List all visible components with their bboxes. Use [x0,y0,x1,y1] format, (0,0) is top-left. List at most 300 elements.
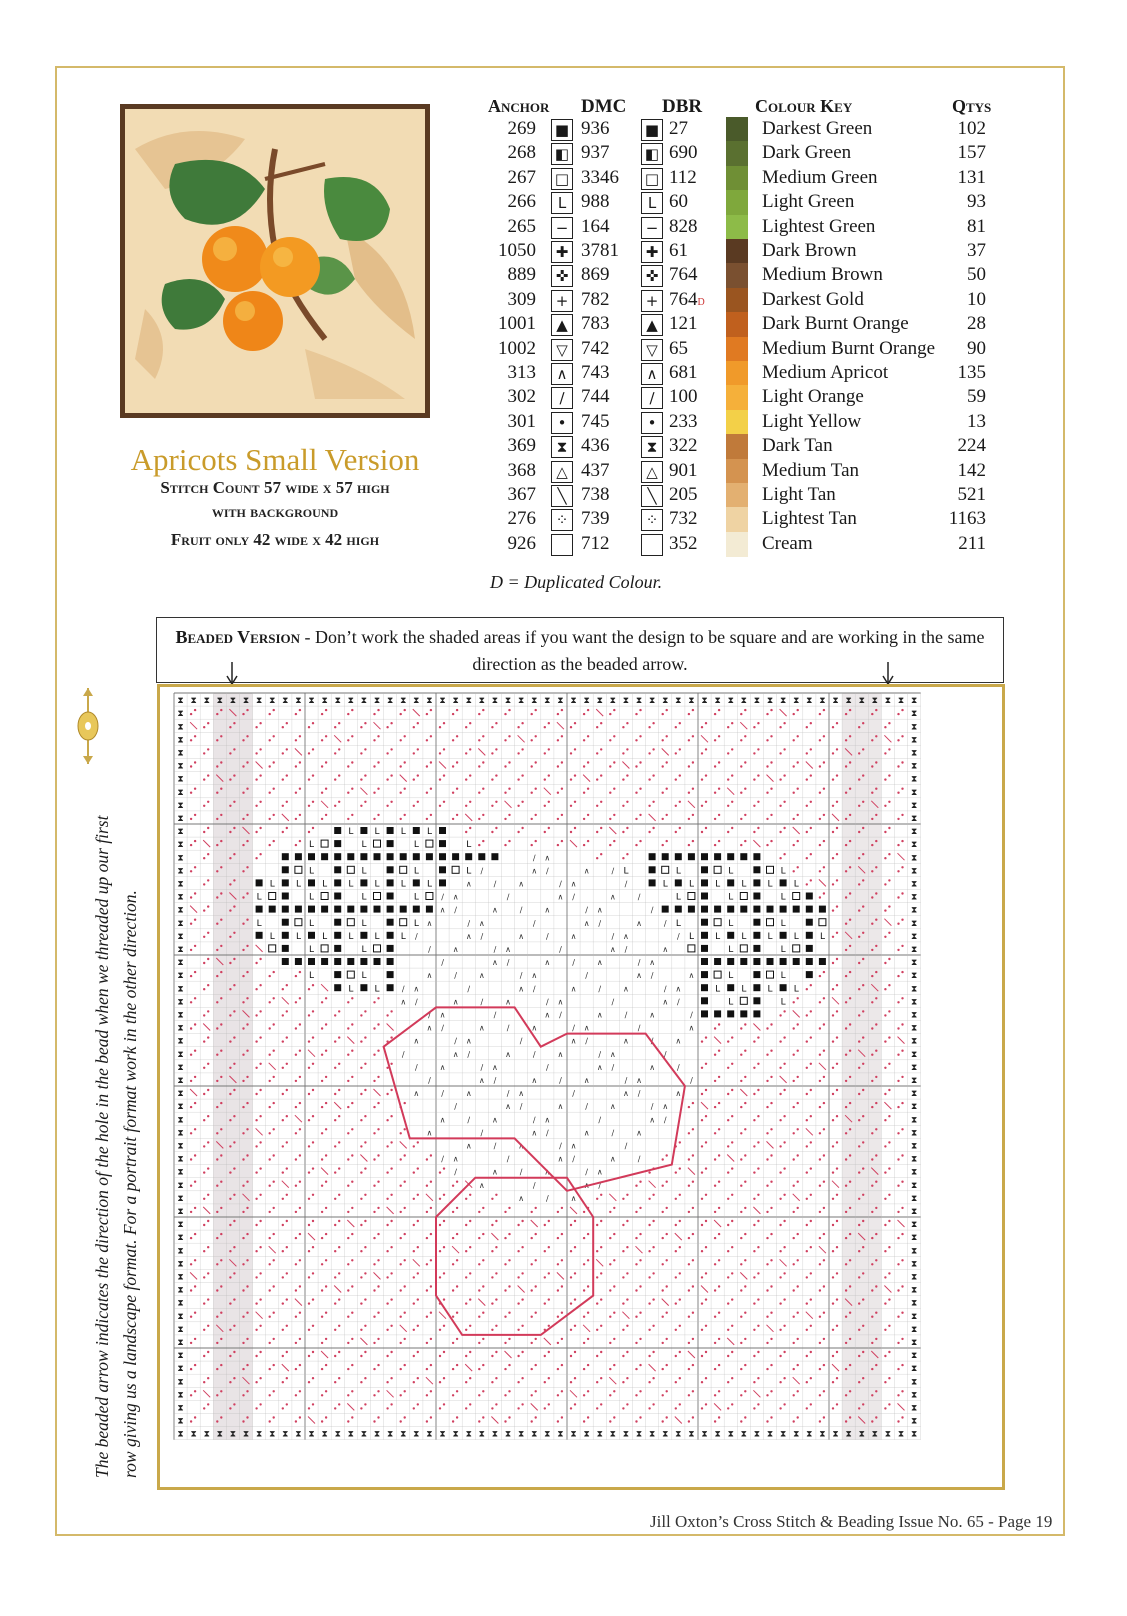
svg-text:∧: ∧ [662,997,669,1007]
key-row [480,289,1000,313]
svg-text:L: L [269,931,275,942]
svg-text:⧗: ⧗ [544,696,551,707]
svg-text:∕: ∕ [519,1102,523,1112]
svg-text:∕: ∕ [493,1141,497,1151]
stitch-symbol: • [641,412,663,434]
svg-text:⧗: ⧗ [635,1429,643,1440]
svg-text:L: L [675,866,681,877]
svg-text:⧗: ⧗ [648,696,656,707]
svg-text:⧗: ⧗ [910,774,918,785]
svg-text:∕: ∕ [637,892,641,902]
svg-text:⧗: ⧗ [910,1311,918,1322]
colour-swatch [726,239,748,264]
svg-text:∕: ∕ [506,1023,510,1033]
svg-text:⧗: ⧗ [177,1324,184,1335]
key-row [480,508,1000,532]
svg-text:∧: ∧ [452,892,459,902]
stitch-symbol: ⧗ [551,436,573,458]
key-row [480,533,1000,557]
svg-text:⧗: ⧗ [452,696,459,707]
anchor-number: 265 [507,215,536,237]
svg-text:∕: ∕ [624,879,628,889]
svg-text:⧗: ⧗ [884,696,892,707]
dbr-number [669,508,698,530]
svg-text:∧: ∧ [675,984,682,994]
svg-text:⧗: ⧗ [635,696,643,707]
svg-text:⧗: ⧗ [531,1429,538,1440]
svg-text:L: L [767,931,773,942]
stitch-symbol: ▲ [551,314,573,336]
svg-text:∕: ∕ [506,1154,510,1164]
svg-text:⧗: ⧗ [570,696,577,707]
header-colour: Colour Key [755,96,853,116]
anchor-number: 889 [507,264,536,286]
colour-name: Medium Brown [762,264,883,286]
svg-text:⧗: ⧗ [295,696,302,707]
anchor-number: 313 [507,362,536,383]
svg-text:L: L [309,840,315,851]
colour-name: Medium Burnt Orange [762,337,936,359]
bead-arrow-icon [75,686,101,766]
anchor-number: 367 [507,484,536,505]
svg-text:⧗: ⧗ [255,696,263,707]
svg-text:∕: ∕ [493,945,497,954]
svg-text:⧗: ⧗ [910,1272,918,1283]
svg-text:L: L [374,984,380,995]
svg-text:∧: ∧ [609,1049,616,1059]
svg-text:⧗: ⧗ [910,1115,918,1126]
quantity: 81 [967,215,986,237]
svg-text:⧗: ⧗ [452,1429,459,1440]
svg-text:⧗: ⧗ [177,1285,184,1296]
svg-text:L: L [309,918,315,929]
svg-text:∕: ∕ [545,1128,549,1138]
dmc-number: 437 [581,459,610,481]
svg-text:L: L [400,931,406,942]
svg-text:∕: ∕ [401,1049,405,1059]
svg-text:∕: ∕ [467,918,471,928]
svg-text:⧗: ⧗ [308,1429,315,1440]
svg-text:∕: ∕ [545,1062,549,1072]
svg-text:⧗: ⧗ [910,918,918,929]
svg-text:∕: ∕ [598,918,602,928]
key-row [480,216,1000,240]
svg-text:⧗: ⧗ [269,696,276,707]
dmc-number: 745 [581,410,610,432]
svg-text:L: L [426,827,432,838]
svg-text:∕: ∕ [493,879,497,889]
svg-text:∕: ∕ [441,1089,444,1099]
colour-name: Darkest Green [762,118,873,139]
svg-text:∧: ∧ [505,997,511,1007]
svg-text:⧗: ⧗ [753,696,761,707]
dbr-value: 352 [669,532,698,554]
svg-text:∧: ∧ [583,1023,590,1033]
svg-text:L: L [348,827,354,838]
svg-text:⧗: ⧗ [347,696,355,707]
svg-text:⧗: ⧗ [321,1429,328,1440]
svg-text:⧗: ⧗ [910,761,918,772]
stitch-symbol [551,534,573,556]
stitch-symbol: ▲ [641,314,663,336]
svg-text:⧗: ⧗ [910,1233,918,1244]
design-title: Apricots Small Version [130,442,420,477]
svg-text:⧗: ⧗ [662,696,669,707]
svg-text:L: L [322,931,328,942]
svg-text:∧: ∧ [596,1167,603,1177]
quantity: 211 [958,532,986,554]
svg-text:∕: ∕ [493,1076,497,1085]
svg-text:∧: ∧ [596,905,603,915]
svg-text:⧗: ⧗ [622,696,630,707]
svg-text:∧: ∧ [413,984,420,994]
svg-text:⧗: ⧗ [897,1429,905,1440]
dbr-value: 681 [669,362,698,383]
svg-text:L: L [715,984,721,995]
dbr-value: 65 [669,337,688,359]
beaded-text: - Don’t work the shaded areas if you want the design to be square and are working in the same direction as the beaded arrow. [300,627,985,674]
stitch-symbol: □ [641,168,663,190]
svg-text:∕: ∕ [624,1010,628,1020]
quantity: 521 [957,484,986,505]
svg-text:L: L [295,931,301,942]
colour-swatch [726,507,748,532]
svg-text:⧗: ⧗ [517,1429,525,1440]
svg-text:L: L [361,866,367,877]
svg-text:∧: ∧ [518,879,525,889]
stitch-symbol: ∧ [641,363,663,385]
svg-text:⧗: ⧗ [255,1429,263,1440]
svg-text:⧗: ⧗ [242,696,250,707]
svg-text:⧗: ⧗ [504,1429,512,1440]
svg-text:∕: ∕ [585,1036,589,1046]
key-row [480,240,1000,264]
svg-text:L: L [793,931,799,942]
anchor-number: 1050 [498,240,536,261]
dbr-value: 100 [669,386,698,408]
svg-text:L: L [361,945,367,955]
svg-text:L: L [819,931,825,942]
svg-text:∧: ∧ [570,1036,577,1046]
svg-text:⧗: ⧗ [910,892,918,903]
svg-text:∧: ∧ [400,997,407,1007]
anchor-number: 1002 [498,337,536,359]
svg-text:∧: ∧ [505,1049,511,1059]
svg-text:∧: ∧ [570,984,577,994]
svg-text:∕: ∕ [414,1062,418,1072]
svg-text:⧗: ⧗ [910,1102,918,1113]
svg-text:L: L [780,945,786,955]
dbr-number [669,460,698,482]
svg-text:⧗: ⧗ [177,931,184,942]
svg-text:⧗: ⧗ [845,1429,852,1440]
svg-text:∧: ∧ [492,905,498,915]
colour-swatch [726,215,748,240]
svg-text:⧗: ⧗ [910,1180,918,1191]
svg-text:∧: ∧ [465,1036,472,1046]
svg-text:⧗: ⧗ [910,997,918,1008]
svg-text:⧗: ⧗ [819,696,826,707]
svg-text:⧗: ⧗ [910,1193,918,1204]
svg-text:L: L [400,827,406,838]
dbr-number [669,411,698,433]
svg-text:⧗: ⧗ [910,1036,918,1047]
svg-text:⧗: ⧗ [177,840,184,851]
dbr-number [669,289,705,311]
svg-text:⧗: ⧗ [544,1429,551,1440]
svg-text:∧: ∧ [531,1076,538,1085]
stitch-symbol: ▽ [641,339,663,361]
svg-text:⧗: ⧗ [504,696,512,707]
stitch-symbol: ✜ [551,265,573,287]
svg-text:∧: ∧ [557,892,564,902]
stitch-symbol: • [551,412,573,434]
colour-swatch [726,483,748,508]
key-row [480,118,1000,142]
svg-text:⧗: ⧗ [190,1429,197,1440]
svg-text:⧗: ⧗ [806,1429,813,1440]
svg-text:⧗: ⧗ [910,1220,918,1231]
svg-text:∕: ∕ [585,1167,589,1177]
svg-text:⧗: ⧗ [439,696,446,707]
colour-swatch [726,117,748,142]
svg-text:∕: ∕ [506,1089,510,1099]
stitch-symbol: ⁘ [641,509,663,531]
svg-text:⧗: ⧗ [177,1416,184,1427]
svg-text:⧗: ⧗ [177,984,184,995]
svg-text:∕: ∕ [428,1076,431,1085]
chart-grid [160,687,1002,1487]
svg-text:⧗: ⧗ [177,1062,184,1073]
svg-text:⧗: ⧗ [177,1089,184,1100]
dbr-value: 732 [669,508,698,530]
svg-text:L: L [348,931,354,942]
svg-text:∧: ∧ [544,1010,551,1020]
svg-text:∕: ∕ [611,997,615,1007]
quantity: 102 [957,118,986,139]
svg-text:⧗: ⧗ [177,774,184,785]
colour-name: Light Green [762,191,855,213]
dmc-number: 738 [581,484,610,505]
svg-text:⧗: ⧗ [177,761,184,772]
svg-text:⧗: ⧗ [727,1429,734,1440]
dbr-value: 27 [669,118,688,139]
dbr-number [669,142,698,164]
svg-text:∧: ∧ [452,945,459,954]
svg-text:⧗: ⧗ [177,1193,184,1204]
svg-text:⧗: ⧗ [910,1429,918,1440]
svg-text:∧: ∧ [492,958,498,968]
svg-text:⧗: ⧗ [177,787,184,798]
key-row [480,435,1000,459]
colour-swatch [726,288,748,313]
svg-text:L: L [466,840,472,851]
svg-text:L: L [741,879,747,890]
dbr-value: 764 [669,288,698,310]
svg-text:∧: ∧ [662,945,669,954]
svg-text:∧: ∧ [413,1089,420,1099]
svg-text:∕: ∕ [532,1115,536,1125]
svg-text:L: L [413,866,419,877]
svg-text:∧: ∧ [557,1102,564,1112]
svg-text:⧗: ⧗ [910,1089,918,1100]
quantity: 59 [967,386,986,408]
svg-text:⧗: ⧗ [216,696,224,707]
svg-text:⧗: ⧗ [910,827,918,838]
stitch-symbol: − [551,217,573,239]
key-row [480,484,1000,508]
svg-text:⧗: ⧗ [426,1429,433,1440]
quantity: 135 [957,362,986,383]
svg-text:L: L [361,892,367,903]
svg-text:∧: ∧ [557,1049,564,1059]
svg-text:⧗: ⧗ [491,696,499,707]
svg-text:∕: ∕ [480,931,484,941]
svg-text:⧗: ⧗ [177,1128,184,1139]
dbr-number [669,167,697,189]
svg-text:∕: ∕ [572,1154,575,1164]
svg-text:∧: ∧ [439,1010,446,1020]
dmc-number: 3781 [581,240,619,261]
svg-text:⧗: ⧗ [766,696,774,707]
svg-text:∕: ∕ [637,1089,641,1099]
quantity: 50 [967,264,986,286]
svg-text:∧: ∧ [583,866,590,876]
svg-text:∧: ∧ [518,984,525,994]
duplicate-note: D = Duplicated Colour. [490,572,663,592]
svg-text:∕: ∕ [454,1102,458,1112]
svg-text:∧: ∧ [544,905,551,915]
svg-text:⧗: ⧗ [177,1036,184,1047]
stitch-symbol: ⁘ [551,509,573,531]
svg-text:∧: ∧ [675,1089,682,1099]
dmc-number: 712 [581,532,610,554]
apricot-illustration [125,109,425,413]
svg-text:⧗: ⧗ [740,1429,748,1440]
svg-text:∕: ∕ [559,879,562,889]
svg-text:∧: ∧ [478,1076,485,1085]
svg-text:∧: ∧ [413,1036,420,1046]
header-dbr: DBR [662,96,703,117]
svg-text:∕: ∕ [441,958,444,968]
svg-text:∧: ∧ [544,958,551,968]
svg-text:L: L [361,918,367,929]
stitch-symbol: ∕ [551,387,573,409]
svg-text:∧: ∧ [623,931,629,941]
svg-text:L: L [413,840,419,851]
svg-text:L: L [348,984,354,995]
svg-text:⧗: ⧗ [177,1311,184,1322]
svg-text:⧗: ⧗ [177,1377,184,1388]
page-footer: Jill Oxton’s Cross Stitch & Beading Issue No. 65 - Page 19 [650,1512,1053,1531]
dmc-number: 783 [581,313,610,335]
svg-text:⧗: ⧗ [897,696,905,707]
svg-text:⧗: ⧗ [675,1429,682,1440]
svg-text:L: L [256,892,262,903]
svg-text:∧: ∧ [452,997,459,1007]
stitch-symbol: ╲ [551,485,573,507]
svg-text:⧗: ⧗ [413,696,420,707]
svg-text:∕: ∕ [585,971,589,981]
svg-text:⧗: ⧗ [177,1351,184,1362]
svg-text:⧗: ⧗ [439,1429,446,1440]
quantity: 142 [957,459,986,481]
colour-swatch [726,263,748,288]
svg-text:∕: ∕ [532,984,536,994]
svg-text:∧: ∧ [623,1036,629,1046]
svg-text:⧗: ⧗ [216,1429,224,1440]
svg-text:⧗: ⧗ [203,696,210,707]
colour-swatch [726,532,748,557]
svg-text:∧: ∧ [518,931,525,941]
svg-text:L: L [374,827,380,838]
svg-text:⧗: ⧗ [177,866,184,877]
svg-text:⧗: ⧗ [177,1403,184,1414]
svg-text:∧: ∧ [557,1154,564,1164]
svg-text:⧗: ⧗ [910,722,918,733]
svg-text:∧: ∧ [609,892,616,902]
svg-text:L: L [715,879,721,890]
svg-text:⧗: ⧗ [177,958,184,969]
anchor-number: 1001 [498,313,536,335]
svg-text:⧗: ⧗ [910,1416,918,1427]
svg-text:∕: ∕ [624,1141,628,1151]
svg-text:L: L [688,931,694,942]
svg-text:⧗: ⧗ [910,1298,918,1309]
colour-name: Lightest Green [762,215,876,237]
svg-text:L: L [322,879,328,890]
svg-text:⧗: ⧗ [177,1364,184,1375]
svg-text:∕: ∕ [441,892,444,902]
svg-text:∧: ∧ [688,1023,695,1033]
svg-text:⧗: ⧗ [648,1429,656,1440]
colour-swatch [726,459,748,484]
svg-text:L: L [767,879,773,890]
svg-text:∧: ∧ [426,918,433,928]
svg-text:⧗: ⧗ [360,1429,368,1440]
background-note: with background [211,502,339,521]
svg-text:∧: ∧ [596,1062,603,1072]
svg-text:∧: ∧ [544,1115,551,1125]
dbr-number [669,484,698,506]
svg-text:⧗: ⧗ [753,1429,761,1440]
svg-text:∧: ∧ [426,1128,433,1138]
anchor-number: 266 [507,191,536,213]
svg-text:∧: ∧ [518,1141,525,1151]
anchor-number: 309 [507,288,536,310]
svg-text:⧗: ⧗ [413,1429,420,1440]
svg-text:⧗: ⧗ [910,1351,918,1362]
svg-text:⧗: ⧗ [177,879,184,890]
svg-text:⧗: ⧗ [177,1076,184,1086]
dmc-number: 936 [581,118,610,139]
svg-text:∧: ∧ [439,1115,446,1125]
dbr-number [669,118,688,140]
stitch-symbol: ◧ [551,143,573,165]
colour-swatch [726,361,748,386]
stitch-symbol: ◧ [641,143,663,165]
svg-text:∧: ∧ [492,1062,498,1072]
svg-text:∕: ∕ [467,1115,471,1125]
svg-text:⧗: ⧗ [177,997,184,1008]
svg-text:L: L [256,918,262,929]
svg-text:L: L [400,879,406,890]
stitch-symbol: L [551,192,573,214]
svg-text:⧗: ⧗ [910,1338,918,1348]
svg-text:∧: ∧ [465,931,472,941]
key-row [480,411,1000,435]
svg-text:∧: ∧ [688,971,695,981]
